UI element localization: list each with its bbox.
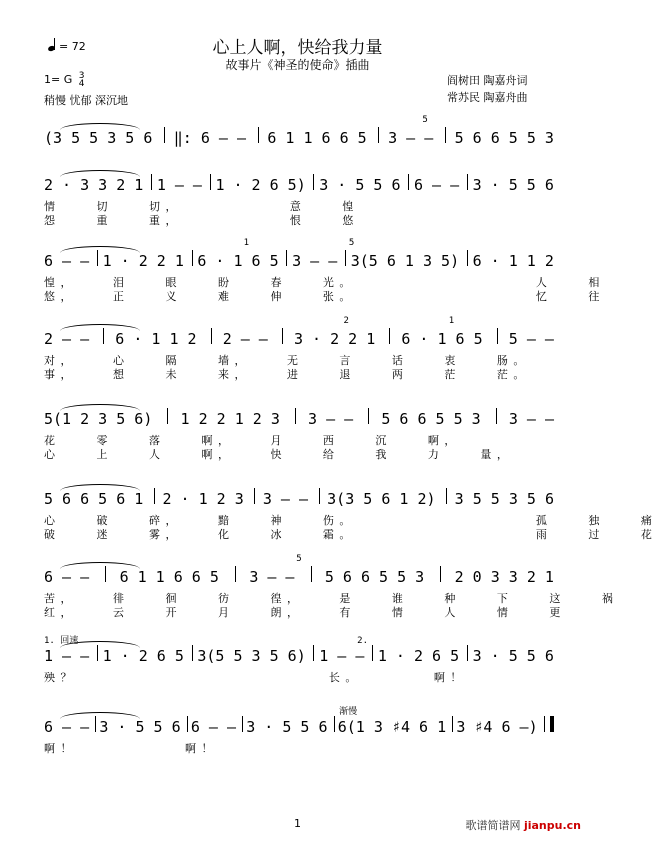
- score-measure: 6 – –: [190, 718, 237, 736]
- score-measure: 6 1 1 6 6 5: [119, 568, 219, 586]
- score-measure: (3 5 5 3 5 6: [44, 129, 153, 147]
- score-measure: 3 · 5 5 6: [319, 176, 401, 194]
- composer-credit: 常苏民 陶嘉舟曲: [447, 91, 528, 104]
- score-row: [44, 174, 554, 194]
- barline: [192, 250, 193, 266]
- barline: [319, 488, 320, 504]
- barline: [467, 250, 468, 266]
- barline: [467, 645, 468, 661]
- score-measure: 3 · 5 5 6: [472, 647, 554, 665]
- score-measure: 1 · 2 6 5): [215, 176, 306, 194]
- watermark-text: 歌谱简谱网: [465, 819, 521, 832]
- slur-mark: [60, 324, 140, 331]
- barline: [235, 566, 236, 582]
- slur-mark: [60, 246, 140, 253]
- lyric-line: 对， 心 隔 墙， 无 言 话 衷 肠。: [44, 354, 530, 367]
- final-barline: [550, 716, 554, 732]
- score-measure: 6(1 3 ♯4 6 1: [337, 718, 447, 736]
- barline: [497, 328, 498, 344]
- lyric-line: 惶， 泪 眼 盼 春 光。 人 相: [44, 276, 605, 289]
- score-measure: 1 – –: [156, 176, 202, 194]
- barline: [408, 174, 409, 190]
- score-hint: 5: [422, 115, 428, 125]
- lyric-line: 殃？ 长。 啊！: [44, 671, 467, 684]
- quarter-note-icon: [47, 45, 55, 52]
- score-measure: 3 5 5 3 5 6: [454, 490, 554, 508]
- slur-mark: [60, 404, 140, 411]
- score-measure: 6 – –: [413, 176, 460, 194]
- score-measure: 3(3 5 6 1 2): [327, 490, 436, 508]
- score-row: [44, 645, 554, 665]
- score-measure: 2 0 3 3 2 1: [454, 568, 554, 586]
- barline: [242, 716, 243, 732]
- score-measure: 2 · 1 2 3: [162, 490, 244, 508]
- score-measure: 3 – –: [508, 410, 554, 428]
- barline: [154, 488, 155, 504]
- barline: [334, 716, 335, 732]
- expression-marking: 稍慢 忧郁 深沉地: [44, 94, 128, 107]
- score-measure: 1 · 2 6 5: [102, 647, 184, 665]
- score-measure: 1 – –: [44, 647, 90, 665]
- lyric-line: 怨 重 重， 恨 悠: [44, 214, 359, 227]
- score-measure: 6 – –: [44, 568, 90, 586]
- score-hint: 渐慢: [339, 707, 358, 717]
- barline: [345, 250, 346, 266]
- score-measure: 5 6 6 5 6 1: [44, 490, 144, 508]
- score-measure: 6 · 1 6 5: [401, 330, 483, 348]
- score-measure: 1 2 2 1 2 3: [180, 410, 280, 428]
- barline: [286, 250, 287, 266]
- score-measure: 3 · 2 2 1: [293, 330, 376, 348]
- time-signature: [79, 72, 85, 88]
- score-measure: ‖: 6 – –: [173, 129, 246, 147]
- tempo-marking: [48, 38, 86, 53]
- score-measure: 3 · 5 5 6: [246, 718, 328, 736]
- barline: [254, 488, 255, 504]
- score-hint: 5: [348, 238, 355, 248]
- score-measure: 1 – –: [319, 647, 365, 665]
- barline: [311, 566, 312, 582]
- barline: [282, 328, 283, 344]
- barline: [164, 127, 165, 143]
- slur-mark: [60, 484, 140, 491]
- slur-mark: [60, 562, 140, 569]
- score-row: [44, 250, 554, 270]
- score-row: [44, 127, 554, 147]
- score-measure: 2 – –: [222, 330, 268, 348]
- barline: [452, 716, 453, 732]
- lyric-line: 心 上 人 啊， 快 给 我 力 量，: [44, 448, 514, 461]
- score-measure: 3 – –: [292, 252, 338, 270]
- score-measure: 1 · 2 2 1: [102, 252, 184, 270]
- score-measure: 5(1 2 3 5 6): [44, 410, 153, 428]
- score-measure: 6 · 1 6 5: [197, 252, 279, 270]
- lyric-line: 事， 想 未 来， 进 退 两 茫 茫。: [44, 368, 530, 381]
- lyricist-credit: 阎树田 陶嘉舟词: [447, 74, 528, 87]
- song-title: 心上人啊，快给我力量: [212, 38, 383, 58]
- score-measure: 6 · 1 1 2: [472, 252, 554, 270]
- barline: [151, 174, 152, 190]
- score-measure: 5 6 6 5 5 3: [454, 129, 554, 147]
- score-measure: 2 · 3 3 2 1: [44, 176, 144, 194]
- score-hint: 1: [243, 238, 250, 248]
- time-bottom: 4: [78, 79, 85, 89]
- lyric-line: 红， 云 开 月 朗， 有 情 人 情 更: [44, 606, 566, 619]
- lyric-line: 苦， 徘 徊 彷 徨， 是 谁 种 下 这 祸: [44, 592, 619, 605]
- lyric-line: 破 迷 雾， 化 冰 霜。 雨 过 花: [44, 528, 657, 541]
- barline: [192, 645, 193, 661]
- barline: [544, 716, 545, 732]
- lyric-line: 情 切 切， 意 惶: [44, 200, 359, 213]
- score-measure: 2 – –: [44, 330, 90, 348]
- score-measure: 6 – –: [44, 718, 90, 736]
- barline: [445, 127, 446, 143]
- score-hint: 1: [448, 316, 455, 326]
- page-number: 1: [294, 817, 301, 830]
- barline: [496, 408, 497, 424]
- time-top: 3: [78, 71, 85, 81]
- score-row: [44, 566, 554, 586]
- lyric-line: 心 破 碎， 黯 神 伤。 孤 独 痛: [44, 514, 657, 527]
- score-row: [44, 716, 554, 736]
- lyric-line: 啊！ 啊！: [44, 742, 218, 755]
- score-measure: 6 · 1 1 2: [115, 330, 197, 348]
- score-measure: 5 6 6 5 5 3: [324, 568, 425, 586]
- lyric-line: 花 零 落 啊， 月 西 沉 啊，: [44, 434, 461, 447]
- barline: [368, 408, 369, 424]
- barline: [440, 566, 441, 582]
- slur-mark: [60, 170, 140, 177]
- score-measure: 3 ♯4 6 –): [456, 718, 538, 736]
- score-measure: 3 – –: [388, 129, 434, 147]
- slur-mark: [60, 712, 140, 719]
- score-row: [44, 328, 554, 348]
- score-row: [44, 408, 554, 428]
- score-hint: 1. 回速: [44, 636, 79, 646]
- score-measure: 3 · 5 5 6: [99, 718, 181, 736]
- barline: [211, 328, 212, 344]
- key-signature: [44, 72, 84, 88]
- score-measure: 3 – –: [262, 490, 309, 508]
- barline: [258, 127, 259, 143]
- score-measure: 3(5 5 3 5 6): [197, 647, 306, 665]
- score-measure: 1 · 2 6 5: [377, 647, 460, 665]
- lyric-line: 悠， 正 义 难 伸 张。 忆 往: [44, 290, 605, 303]
- score-measure: 6 1 1 6 6 5: [267, 129, 367, 147]
- score-hint: 2.: [357, 636, 369, 646]
- barline: [378, 127, 379, 143]
- barline: [467, 174, 468, 190]
- score-measure: 3 · 5 5 6: [472, 176, 554, 194]
- score-row: [44, 488, 554, 508]
- score-measure: 5 6 6 5 5 3: [381, 410, 481, 428]
- score-measure: 3 – –: [249, 568, 295, 586]
- score-measure: 3(5 6 1 3 5): [350, 252, 460, 270]
- slur-mark: [60, 641, 140, 648]
- score-hint: 2: [343, 316, 349, 326]
- slur-mark: [60, 123, 140, 130]
- barline: [167, 408, 168, 424]
- barline: [389, 328, 390, 344]
- barline: [295, 408, 296, 424]
- tempo-value: = 72: [59, 40, 86, 53]
- song-subtitle: 故事片《神圣的使命》插曲: [225, 58, 370, 72]
- barline: [313, 645, 314, 661]
- site-watermark: [465, 817, 581, 833]
- watermark-url: jianpu.cn: [523, 819, 581, 832]
- barline: [210, 174, 211, 190]
- barline: [313, 174, 314, 190]
- score-measure: 3 – –: [308, 410, 354, 428]
- barline: [187, 716, 188, 732]
- barline: [446, 488, 447, 504]
- score-measure: 6 – –: [44, 252, 90, 270]
- key-value: 1= G: [44, 73, 73, 86]
- score-hint: 5: [296, 554, 302, 564]
- barline: [372, 645, 373, 661]
- score-measure: 5 – –: [508, 330, 554, 348]
